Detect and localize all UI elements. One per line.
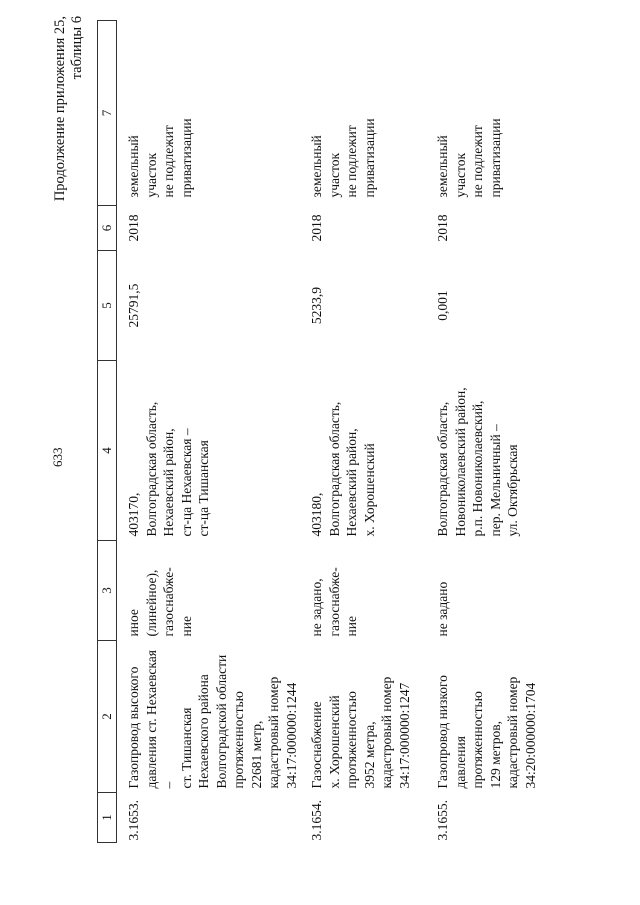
object-year: 2018	[309, 214, 324, 242]
object-area: 0,001	[435, 290, 450, 321]
object-type: иное (линейное), газоснабже- ние	[126, 567, 194, 637]
table-row	[117, 21, 301, 843]
object-area: 25791,5	[126, 283, 141, 328]
property-table	[97, 20, 552, 843]
col-header-3: 3	[98, 541, 117, 641]
object-name: Газопровод низкого давления протяженностью 129 метров, кадастровый номер 34:20:000000:1704	[435, 675, 538, 789]
col-header-1: 1	[98, 793, 117, 843]
row-number: 3.1653.	[126, 800, 141, 841]
object-address: Волгоградская область, Новониколаевский район, р.п. Новониколаевский, пер. Мельничный – ул. Октябрьская	[435, 387, 520, 537]
object-area: 5233,9	[309, 286, 324, 325]
continuation-note	[52, 16, 86, 436]
object-name: Газопровод высокого давления ст. Нехаевская – ст. Тишанская Нехаевского района Волгоградской области протяженностью 22681 метр, кадастровый номер 34:17:000000:1244	[126, 650, 299, 789]
continuation-line-2: таблицы 6	[69, 16, 85, 80]
col-header-5: 5	[98, 251, 117, 361]
object-year: 2018	[126, 214, 141, 242]
header-row	[98, 21, 117, 843]
object-address: 403170, Волгоградская область, Нехаевский район, ст-ца Нехаевская – ст-ца Тишанская	[126, 401, 211, 537]
object-year: 2018	[435, 214, 450, 242]
col-header-7: 7	[98, 21, 117, 206]
table-row	[426, 21, 552, 843]
page-number: 633	[50, 447, 65, 467]
object-name: Газоснабжение х. Хорошенский протяженностью 3952 метра, кадастровый номер 34:17:000000:1247	[309, 676, 412, 789]
col-header-4: 4	[98, 361, 117, 541]
row-number: 3.1655.	[435, 800, 450, 841]
object-type: не задано	[435, 581, 450, 637]
object-type: не задано, газоснабже- ние	[309, 567, 359, 637]
object-note: земельный участок не подлежит приватизации	[309, 118, 377, 198]
object-note: земельный участок не подлежит приватизации	[435, 118, 503, 198]
table-row	[300, 21, 426, 843]
continuation-line-1: Продолжение приложения 25,	[52, 16, 68, 202]
col-header-2: 2	[98, 641, 117, 793]
object-note: земельный участок не подлежит приватизации	[126, 118, 194, 198]
object-address: 403180, Волгоградская область, Нехаевский район, х. Хорошенский	[309, 401, 377, 537]
col-header-6: 6	[98, 206, 117, 251]
row-number: 3.1654.	[309, 800, 324, 841]
